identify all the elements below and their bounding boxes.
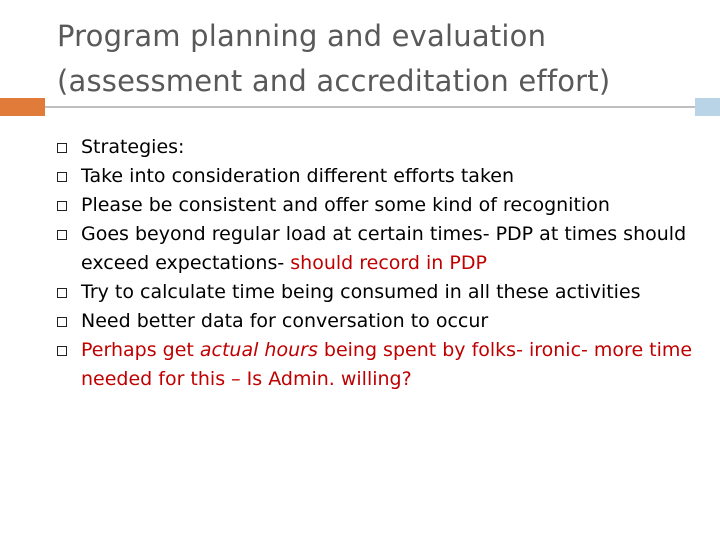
- bullet-italic-text: actual hours: [199, 339, 318, 361]
- bullet-highlight-text: should record in PDP: [290, 252, 487, 274]
- bullet-item: [57, 307, 707, 336]
- title-line-2: (assessment and accreditation effort): [57, 64, 611, 98]
- hollow-square-icon: [57, 143, 67, 153]
- hollow-square-icon: [57, 230, 67, 240]
- bullet-item: [57, 133, 707, 162]
- bullet-text: Please be consistent and offer some kind of recognition: [81, 194, 610, 216]
- bullet-item: [57, 191, 707, 220]
- hollow-square-icon: [57, 346, 67, 356]
- bullet-text-part: being spent by folks- ironic- more time needed for this – Is Admin. willing?: [81, 339, 693, 390]
- bullet-list: [57, 133, 707, 394]
- bullet-item: [57, 220, 707, 278]
- hollow-square-icon: [57, 201, 67, 211]
- hollow-square-icon: [57, 288, 67, 298]
- hollow-square-icon: [57, 317, 67, 327]
- bullet-item: [57, 278, 707, 307]
- bullet-text: Goes beyond regular load at certain times- PDP at times should exceed expectations-: [81, 223, 687, 274]
- title-rule-right-accent: [695, 98, 720, 116]
- title-line-1: Program planning and evaluation: [57, 19, 547, 53]
- title-rule-line: [45, 106, 695, 108]
- bullet-text: Need better data for conversation to occur: [81, 310, 489, 332]
- bullet-item: [57, 336, 707, 394]
- bullet-item: [57, 162, 707, 191]
- bullet-text: Try to calculate time being consumed in all these activities: [81, 281, 641, 303]
- bullet-text-part: Perhaps get: [81, 339, 200, 361]
- title-rule-left-accent: [0, 98, 45, 116]
- bullet-text: Take into consideration different efforts taken: [81, 165, 515, 187]
- bullet-text: Strategies:: [81, 136, 185, 158]
- hollow-square-icon: [57, 172, 67, 182]
- slide-title: [57, 14, 697, 104]
- bullet-highlight-text: [81, 339, 692, 390]
